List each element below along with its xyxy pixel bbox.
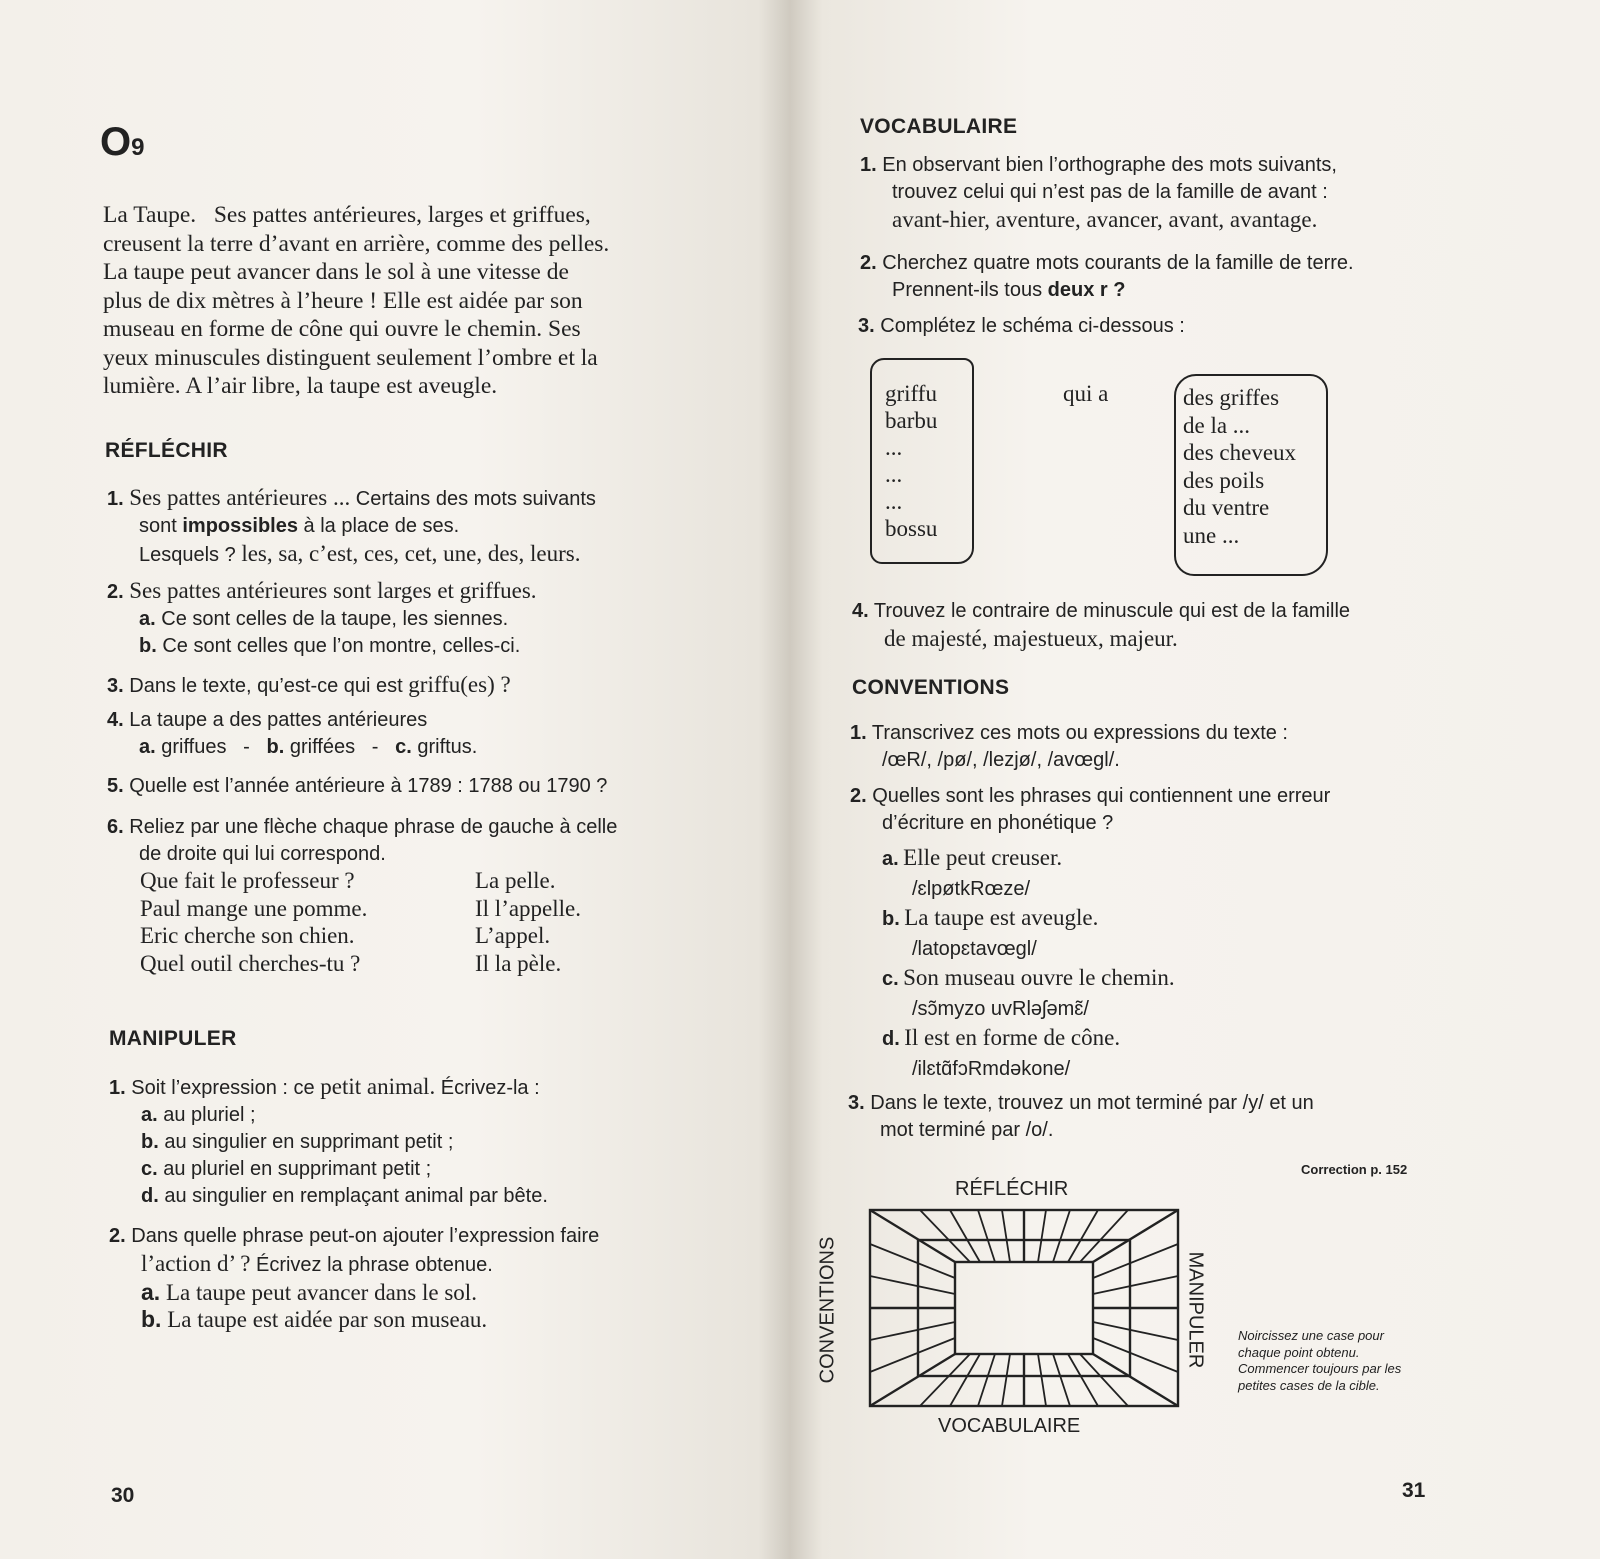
q-num: 5. <box>107 775 124 797</box>
target-label-bottom: VOCABULAIRE <box>938 1415 1081 1437</box>
q1-words: les, sa, c’est, ces, cet, une, des, leurs. <box>241 541 581 566</box>
option-label: c. <box>395 736 412 758</box>
q1-emphasis: impossibles <box>182 515 298 537</box>
schema-word: de la ... <box>1183 412 1251 438</box>
match-right-item: Il la pèle. <box>475 950 562 976</box>
match-right-item: L’appel. <box>475 923 551 948</box>
option-text: au singulier en supprimant petit ; <box>164 1131 454 1153</box>
reading-line: plus de dix mètres à l’heure ! Elle est aidée par son <box>103 287 583 314</box>
match-left-item: Eric cherche son chien. <box>140 923 355 948</box>
v2-text: Cherchez quatre mots courants de la famille de terre. <box>882 252 1354 274</box>
option-label: d. <box>882 1028 900 1050</box>
q-num: 2. <box>850 785 867 807</box>
option-text: Elle peut creuser. <box>903 845 1063 870</box>
v2-emphasis: deux r ? <box>1047 279 1126 301</box>
reading-line: lumière. A l’air libre, la taupe est aveugle. <box>103 373 498 399</box>
q1-text: Certains des mots suivants <box>355 488 596 510</box>
reading-title: La Taupe. <box>103 202 197 228</box>
v4-words: de majesté, majestueux, majeur. <box>884 626 1178 651</box>
target-note-line: Commencer toujours par les <box>1238 1361 1402 1376</box>
conventions-2 <box>850 783 1450 837</box>
v2-text: Prennent-ils tous <box>892 279 1043 301</box>
match-left-item: Paul mange une pomme. <box>140 895 368 921</box>
option-text: La taupe est aveugle. <box>904 905 1099 930</box>
option-label: c. <box>141 1158 158 1180</box>
schema-word: griffu <box>885 381 937 406</box>
option-text: Il est en forme de cône. <box>904 1025 1121 1050</box>
reading-line: creusent la terre d’avant en arrière, comme des pelles. <box>103 230 610 257</box>
option-phonetic: /ɛlpøtkRœze/ <box>912 878 1031 900</box>
option-text: griftus. <box>417 736 478 758</box>
m1-expression: petit animal. <box>320 1074 436 1099</box>
q3-word: griffu(es) ? <box>408 672 511 697</box>
option-label: a. <box>141 1104 158 1126</box>
v1-text: En observant bien l’orthographe des mots suivants, <box>882 154 1337 176</box>
question-3 <box>107 671 511 700</box>
match-left-item: Quel outil cherches-tu ? <box>140 950 361 976</box>
v4-text: Trouvez le contraire de minuscule qui est de la famille <box>873 600 1351 622</box>
option-label: b. <box>882 908 900 930</box>
q-num: 6. <box>107 816 124 838</box>
option-text: au pluriel ; <box>163 1104 256 1126</box>
q-num: 3. <box>107 675 124 697</box>
option-phonetic: /ilɛtɑ̃fɔRmdəkone/ <box>912 1058 1071 1080</box>
m2-text: Dans quelle phrase peut-on ajouter l’expression faire <box>131 1225 600 1247</box>
reading-line <box>103 201 703 230</box>
option-label: b. <box>141 1306 162 1332</box>
option-label: b. <box>266 736 285 758</box>
schema-word: bossu <box>885 516 938 541</box>
schema-right-list <box>1183 384 1296 549</box>
target-instructions <box>1238 1328 1401 1394</box>
schema-word: ... <box>885 435 903 460</box>
reading-line-text: Ses pattes antérieures, larges et griffues, <box>213 202 591 228</box>
lesson-marker <box>100 120 144 165</box>
option-text: au singulier en remplaçant animal par bête. <box>164 1185 548 1207</box>
vocab-1 <box>860 152 1460 233</box>
match-right-item: Il l’appelle. <box>475 895 582 921</box>
q-num: 1. <box>107 488 124 510</box>
q6-text: de droite qui lui correspond. <box>139 843 386 865</box>
option-text: Ce sont celles que l’on montre, celles-ci. <box>162 635 521 657</box>
c2-text: d’écriture en phonétique ? <box>882 812 1114 834</box>
c2-text: Quelles sont les phrases qui contiennent une erreur <box>872 785 1331 807</box>
q-num: 3. <box>858 315 875 337</box>
target-note-line: petites cases de la cible. <box>1238 1377 1380 1393</box>
q-num: 2. <box>860 252 877 274</box>
option-label: b. <box>141 1131 159 1153</box>
q6-text: Reliez par une flèche chaque phrase de gauche à celle <box>129 816 618 838</box>
option-text: griffées <box>289 736 356 758</box>
c1-text: Transcrivez ces mots ou expressions du texte : <box>871 722 1288 744</box>
option-label: a. <box>141 1279 161 1305</box>
c3-text: Dans le texte, trouvez un mot terminé par /y/ et un <box>870 1092 1314 1114</box>
schema-word: ... <box>885 489 903 514</box>
reflechir-heading: RÉFLÉCHIR <box>105 439 228 462</box>
v1-text: trouvez celui qui n’est pas de la famille de avant : <box>892 181 1328 203</box>
option-label: b. <box>139 635 157 657</box>
page-number: 31 <box>1402 1479 1426 1502</box>
vocab-3 <box>858 313 1185 340</box>
q2-text: Ses pattes antérieures sont larges et griffues. <box>129 578 537 603</box>
c3-text: mot terminé par /o/. <box>880 1119 1054 1141</box>
manipuler-1 <box>109 1073 709 1210</box>
v3-text: Complétez le schéma ci-dessous : <box>880 315 1185 337</box>
option-text: griffues <box>161 736 227 758</box>
match-right-item: La pelle. <box>475 868 556 893</box>
q5-text: Quelle est l’année antérieure à 1789 : 1788 ou 1790 ? <box>129 775 608 797</box>
option-text: au pluriel en supprimant petit ; <box>163 1158 432 1180</box>
schema-word: barbu <box>885 408 938 433</box>
target-diagram <box>860 1200 1190 1418</box>
q-num: 4. <box>852 600 869 622</box>
schema-word: des griffes <box>1183 385 1280 410</box>
question-5 <box>107 773 607 800</box>
right-page <box>790 0 1600 1559</box>
q1-quote: Ses pattes antérieures ... <box>129 485 351 510</box>
target-label-right: MANIPULER <box>1184 1251 1207 1369</box>
q-num: 3. <box>848 1092 865 1114</box>
question-6 <box>107 814 717 868</box>
schema-link: qui a <box>1063 381 1109 406</box>
option-label: a. <box>882 848 899 870</box>
v1-words: avant-hier, aventure, avancer, avant, avantage. <box>892 207 1318 232</box>
lesson-letter: O <box>100 120 132 164</box>
schema-word: une ... <box>1183 522 1240 548</box>
option-phonetic: /sɔ̃myzo uvRləʃəmɛ̃/ <box>912 998 1089 1020</box>
target-label-top: RÉFLÉCHIR <box>955 1178 1069 1200</box>
vocabulaire-heading: VOCABULAIRE <box>860 115 1018 138</box>
match-left-item: Que fait le professeur ? <box>140 868 355 893</box>
correction-reference: Correction p. 152 <box>1301 1162 1408 1177</box>
option-label: a. <box>139 608 156 630</box>
target-label-left: CONVENTIONS <box>816 1236 839 1384</box>
q-num: 4. <box>107 709 124 731</box>
schema-word: ... <box>885 462 903 487</box>
option-text: Son museau ouvre le chemin. <box>903 965 1175 990</box>
schema-word: du ventre <box>1183 495 1270 520</box>
q1-text: sont <box>139 515 177 537</box>
conventions-2-options <box>882 843 1175 1083</box>
target-note-line: Noircissez une case pour <box>1238 1328 1384 1343</box>
page-number: 30 <box>111 1484 135 1507</box>
match-left-column <box>140 867 367 977</box>
c1-phonetics: /œR/, /pø/, /lezjø/, /avœgl/. <box>882 749 1120 771</box>
vocab-4 <box>852 598 1452 652</box>
reading-line: yeux minuscules distinguent seulement l’ombre et la <box>103 344 598 371</box>
conventions-heading: CONVENTIONS <box>852 676 1010 699</box>
option-label: c. <box>882 968 899 990</box>
m1-text: Écrivez-la : <box>440 1077 540 1099</box>
question-2 <box>107 577 707 660</box>
match-right-column <box>475 867 581 977</box>
question-1 <box>107 484 707 569</box>
q3-text: Dans le texte, qu’est-ce qui est <box>129 675 403 697</box>
q1-text: Lesquels ? <box>139 544 236 566</box>
q-num: 2. <box>107 581 124 603</box>
option-label: a. <box>139 736 156 758</box>
vocab-2 <box>860 250 1460 304</box>
separator: - <box>243 736 250 758</box>
option-label: d. <box>141 1185 159 1207</box>
target-note-line: chaque point obtenu. <box>1238 1344 1360 1360</box>
m1-text: Soit l’expression : ce <box>131 1077 315 1099</box>
reading-text <box>103 201 703 401</box>
q-num: 1. <box>109 1077 126 1099</box>
q4-text: La taupe a des pattes antérieures <box>129 709 428 731</box>
question-4 <box>107 707 477 761</box>
schema-left-list <box>885 380 937 542</box>
q-num: 1. <box>860 154 877 176</box>
conventions-3 <box>848 1090 1448 1144</box>
lesson-number: 9 <box>131 134 145 161</box>
option-text: La taupe est aidée par son museau. <box>167 1307 488 1332</box>
option-text: La taupe peut avancer dans le sol. <box>165 1280 477 1305</box>
q-num: 2. <box>109 1225 126 1247</box>
manipuler-heading: MANIPULER <box>109 1027 237 1050</box>
schema-word: des poils <box>1183 467 1265 493</box>
q-num: 1. <box>850 722 867 744</box>
option-text: Ce sont celles de la taupe, les siennes. <box>161 608 509 630</box>
reading-line: La taupe peut avancer dans le sol à une vitesse de <box>103 259 569 285</box>
m2-expression: l’action d’ ? <box>141 1251 251 1276</box>
left-page <box>0 0 790 1559</box>
schema-word: des cheveux <box>1183 440 1297 465</box>
reading-line: museau en forme de cône qui ouvre le chemin. Ses <box>103 316 581 342</box>
option-phonetic: /latopɛtavœgl/ <box>912 938 1037 960</box>
q1-text: à la place de ses. <box>303 515 460 537</box>
separator: - <box>371 736 379 758</box>
conventions-1 <box>850 720 1450 774</box>
manipuler-2 <box>109 1223 719 1333</box>
m2-text: Écrivez la phrase obtenue. <box>255 1254 493 1276</box>
